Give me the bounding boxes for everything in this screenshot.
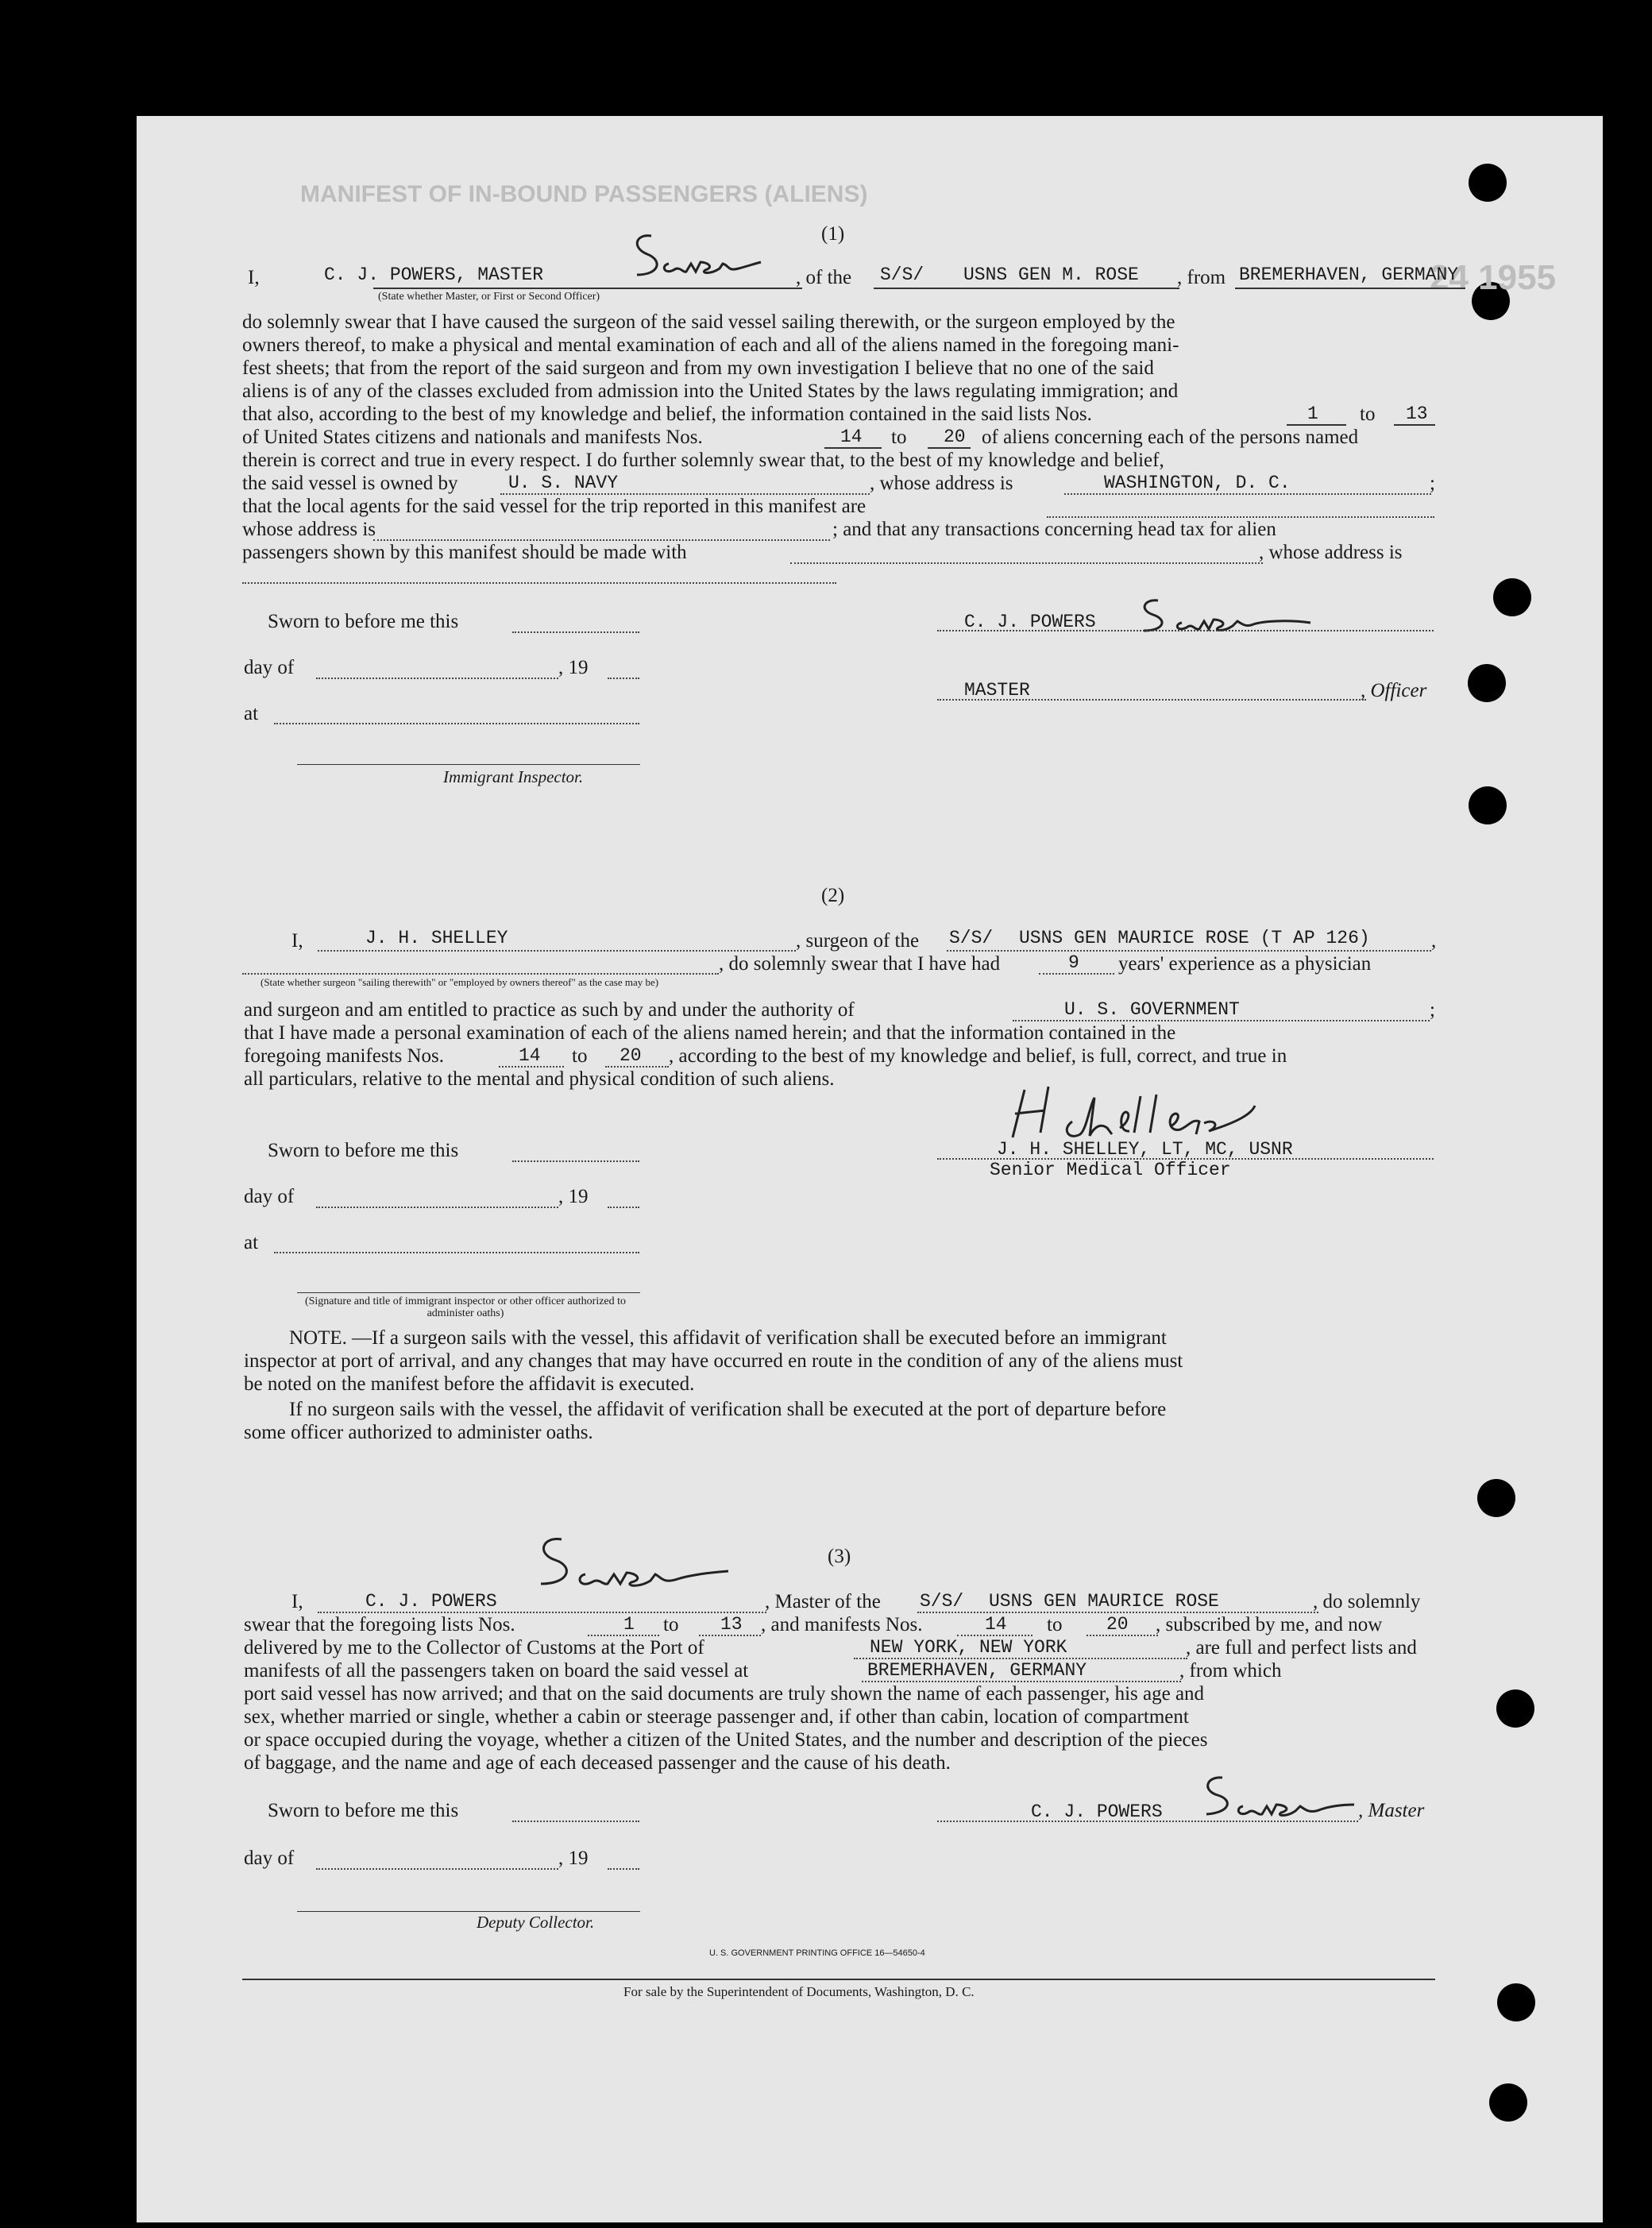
manifests-line-b: of aliens concerning each of the persons named xyxy=(982,427,1359,448)
day-line-2 xyxy=(316,1207,558,1208)
ss-marker: S/S/ xyxy=(880,265,924,285)
year-line-3 xyxy=(608,1868,639,1870)
sale-note: For sale by the Superintendent of Documents, Washington, D. C. xyxy=(623,1984,975,1999)
inspector-caption-1: Immigrant Inspector. xyxy=(443,767,584,786)
ss-marker-3: S/S/ xyxy=(920,1591,964,1612)
lists-to-line xyxy=(1394,424,1435,426)
collector-caption: Deputy Collector. xyxy=(477,1913,595,1932)
master-name: C. J. POWERS, MASTER xyxy=(324,265,544,285)
note-line-1: —If a surgeon sails with the vessel, this affidavit of verification shall be executed before an immigrant xyxy=(352,1327,1167,1349)
head-tax-address-label: , whose address is xyxy=(1259,542,1403,563)
punch-hole xyxy=(1477,1479,1515,1517)
day-line-1 xyxy=(316,678,558,679)
at-label-2: at xyxy=(244,1232,259,1253)
day-of-label-3: day of xyxy=(244,1848,295,1869)
s2-manifests-from: 14 xyxy=(519,1045,541,1066)
master-signature-3 xyxy=(528,1533,743,1604)
arrival-port-line xyxy=(854,1658,1187,1659)
printing-office: U. S. GOVERNMENT PRINTING OFFICE 16—54650-4 xyxy=(709,1948,925,1958)
s3-lists-to-line xyxy=(699,1635,761,1636)
s3-master-of-label: , Master of the xyxy=(765,1591,881,1612)
swear-lists-label: swear that the foregoing lists Nos. xyxy=(244,1614,515,1635)
ss-marker-2: S/S/ xyxy=(949,928,994,948)
sworn-label-3: Sworn to before me this xyxy=(268,1800,459,1821)
section-1-number: (1) xyxy=(821,223,845,245)
s3-vessel: USNS GEN MAURICE ROSE xyxy=(989,1591,1219,1612)
oath-line-4: aliens is of any of the classes excluded from admission into the United States by the laws regulating immigration; and xyxy=(242,380,1179,402)
and-manifests-label: , and manifests Nos. xyxy=(761,1614,923,1635)
surgeon-caption: (State whether surgeon "sailing therewith" or "employed by owners thereof" as the case may be) xyxy=(261,976,659,988)
vessel-line xyxy=(874,288,1179,289)
punch-hole xyxy=(1489,2083,1527,2122)
subscribed-label: , subscribed by me, and now xyxy=(1156,1614,1383,1635)
vessel-owner: U. S. NAVY xyxy=(508,473,619,493)
label-i: I, xyxy=(248,267,260,288)
head-tax-agent-line xyxy=(790,562,1263,564)
whose-address-label: , whose address is xyxy=(870,473,1013,494)
full-lists-label: , are full and perfect lists and xyxy=(1186,1637,1417,1658)
at-line-1 xyxy=(274,723,639,724)
surgeon-signature xyxy=(1001,1082,1263,1145)
sworn-line-1 xyxy=(512,631,639,633)
local-agents-label: that the local agents for the said vessel for the trip reported in this manifest are xyxy=(242,496,867,517)
at-line-2 xyxy=(274,1252,639,1253)
years-experience: 9 xyxy=(1068,952,1079,973)
oath-line-1: do solemnly swear that I have caused the surgeon of the said vessel sailing therewith, or the surgeon employed by the xyxy=(242,311,1175,333)
punch-hole xyxy=(1497,1983,1535,2021)
s3-manifests-to-line xyxy=(1087,1635,1158,1636)
experience-label: years' experience as a physician xyxy=(1118,953,1372,975)
oath-line-2: owners thereof, to make a physical and mental examination of each and all of the aliens named in the foregoing mani- xyxy=(242,334,1179,356)
lists-to-word: to xyxy=(1360,404,1376,425)
from-label: , from xyxy=(1177,267,1226,288)
s3-line-6: sex, whether married or single, whether a cabin or steerage passenger and, if other than cabin, location of compartment xyxy=(244,1706,1189,1728)
year-label-1: , 19 xyxy=(558,657,589,678)
particulars-label: all particulars, relative to the mental and physical condition of such aliens. xyxy=(244,1068,835,1090)
s3-departure-port: BREMERHAVEN, GERMANY xyxy=(867,1660,1087,1681)
manifests-from: 14 xyxy=(840,427,863,447)
s3-manifests-from-line xyxy=(957,1635,1032,1636)
s3-officer-name: C. J. POWERS xyxy=(1031,1801,1163,1822)
do-solemnly-label: , do solemnly xyxy=(1313,1591,1421,1612)
surgeon-vessel: USNS GEN MAURICE ROSE (T AP 126) xyxy=(1019,928,1370,948)
arrival-port: NEW YORK, NEW YORK xyxy=(870,1637,1067,1658)
manifests-of-label: manifests of all the passengers taken on board the said vessel at xyxy=(244,1660,749,1682)
day-of-label-1: day of xyxy=(244,657,295,678)
no-surgeon-line-2: some officer authorized to administer oaths. xyxy=(244,1422,593,1443)
comma-2: , xyxy=(1431,930,1437,952)
s3-line-5: port said vessel has now arrived; and that on the said documents are truly shown the name of each passenger, his age and xyxy=(244,1683,1205,1705)
officer-signature-3 xyxy=(1195,1773,1362,1824)
year-line-2 xyxy=(608,1207,639,1208)
officer-name-1: C. J. POWERS xyxy=(964,612,1096,632)
label-i-2: I, xyxy=(291,930,303,952)
lists-to: 13 xyxy=(1406,404,1428,424)
surgeon-name-line xyxy=(318,950,796,952)
surgeon-officer-title: Senior Medical Officer xyxy=(990,1160,1231,1180)
manifests-to: 20 xyxy=(944,427,966,447)
note-line-2: inspector at port of arrival, and any changes that may have occurred en route in the condition of any of the aliens must xyxy=(244,1350,1183,1372)
no-surgeon-line-1: If no surgeon sails with the vessel, the affidavit of verification shall be executed at the port of departure before xyxy=(289,1399,1167,1420)
section-2-number: (2) xyxy=(821,885,845,906)
delivered-label: delivered by me to the Collector of Customs at the Port of xyxy=(244,1637,704,1658)
employment-line xyxy=(242,973,719,975)
sworn-line-3 xyxy=(512,1821,639,1822)
surgeon-officer-name: J. H. SHELLEY, LT, MC, USNR xyxy=(997,1139,1293,1160)
manifests-line-a: of United States citizens and nationals and manifests Nos. xyxy=(242,427,703,448)
s2-to-label: to xyxy=(572,1045,588,1067)
surgeon-vessel-line xyxy=(947,950,1431,952)
master-caption: (State whether Master, or First or Second Officer) xyxy=(378,291,600,303)
head-tax-address-line xyxy=(242,582,836,584)
oath-line-3: fest sheets; that from the report of the said surgeon and from my own investigation I believe that no one of the said xyxy=(242,357,1154,379)
s3-manifests-from: 14 xyxy=(985,1614,1007,1635)
bleed-through-stamp: 24 1955 xyxy=(1430,258,1557,297)
master-name-line xyxy=(373,288,802,289)
authority-label: and surgeon and am entitled to practice as such by and under the authority of xyxy=(244,999,855,1021)
inspector-caption-2: (Signature and title of immigrant inspector or other officer authorized to administer oaths) xyxy=(304,1295,627,1319)
passengers-label: passengers shown by this manifest should be made with xyxy=(242,542,687,563)
year-label-3: , 19 xyxy=(558,1848,589,1869)
owner-address-line xyxy=(1064,493,1431,495)
note-line-3: be noted on the manifest before the affidavit is executed. xyxy=(244,1373,695,1395)
foregoing-label: foregoing manifests Nos. xyxy=(244,1045,445,1067)
master-signature xyxy=(627,224,786,288)
punch-hole xyxy=(1469,164,1507,202)
semicolon: ; xyxy=(1430,473,1435,494)
surgeon-name: J. H. SHELLEY xyxy=(365,928,508,948)
sworn-label-1: Sworn to before me this xyxy=(268,611,459,632)
section-3-number: (3) xyxy=(828,1546,851,1567)
years-line xyxy=(1039,973,1114,975)
from-which-label: , from which xyxy=(1179,1660,1282,1682)
note-label: NOTE. xyxy=(289,1327,347,1349)
collector-line xyxy=(297,1911,640,1912)
owned-by-label: the said vessel is owned by xyxy=(242,473,458,494)
oath-line-5: that also, according to the best of my knowledge and belief, the information contained in the said lists Nos. xyxy=(242,404,1092,425)
s3-lists-from: 1 xyxy=(623,1614,635,1635)
at-label-1: at xyxy=(244,703,259,724)
agents-address-label: whose address is xyxy=(242,519,376,540)
authority: U. S. GOVERNMENT xyxy=(1064,999,1240,1020)
according-label: , according to the best of my knowledge and belief, is full, correct, and true in xyxy=(669,1045,1287,1067)
departure-port: BREMERHAVEN, GERMANY xyxy=(1239,265,1459,285)
s3-officer-line xyxy=(937,1821,1358,1822)
exam-line: that I have made a personal examination of each of the aliens named herein; and that the information contained in the xyxy=(244,1022,1176,1044)
year-line-1 xyxy=(608,678,639,679)
bleed-through-heading: MANIFEST OF IN-BOUND PASSENGERS (ALIENS) xyxy=(300,181,868,207)
master-label-3: , Master xyxy=(1358,1800,1425,1821)
s3-line-7: or space occupied during the voyage, whether a citizen of the United States, and the number and description of the pieces xyxy=(244,1729,1208,1751)
owner-address: WASHINGTON, D. C. xyxy=(1104,473,1291,493)
day-of-label-2: day of xyxy=(244,1186,295,1207)
sworn-label-2: Sworn to before me this xyxy=(268,1140,459,1161)
semicolon-2: ; xyxy=(1430,999,1435,1021)
label-i-3: I, xyxy=(291,1591,303,1612)
officer-title-line-1 xyxy=(937,699,1366,701)
s3-line-8: of baggage, and the name and age of each deceased passenger and the cause of his death. xyxy=(244,1752,951,1774)
port-line xyxy=(1235,288,1465,289)
s2-manifests-to: 20 xyxy=(620,1045,642,1066)
punch-hole xyxy=(1468,664,1506,702)
head-tax-label: ; and that any transactions concerning head tax for alien xyxy=(832,519,1276,540)
sworn-line-2 xyxy=(512,1160,639,1162)
inspector-line-2 xyxy=(297,1292,640,1293)
punch-hole xyxy=(1469,786,1507,824)
of-the-label: , of the xyxy=(796,267,852,288)
s3-manifests-to: 20 xyxy=(1106,1614,1129,1635)
officer-signature-1 xyxy=(1136,596,1318,639)
punch-hole xyxy=(1496,1689,1534,1728)
footer-rule xyxy=(242,1979,1435,1980)
swear-label: , do solemnly swear that I have had xyxy=(719,953,1001,975)
year-label-2: , 19 xyxy=(558,1186,589,1207)
s3-lists-to: 13 xyxy=(720,1614,743,1635)
vessel-name: USNS GEN M. ROSE xyxy=(963,265,1139,285)
s3-to-label-2: to xyxy=(1047,1614,1063,1635)
oath-line-7: therein is correct and true in every respect. I do further solemnly swear that, to the best of my knowledge and belief, xyxy=(242,450,1164,471)
day-line-3 xyxy=(316,1868,558,1870)
officer-line-1 xyxy=(937,630,1434,631)
surgeon-of-label: , surgeon of the xyxy=(796,930,920,952)
s3-master-name: C. J. POWERS xyxy=(365,1591,497,1612)
punch-hole xyxy=(1493,578,1531,616)
inspector-line-1 xyxy=(297,764,640,765)
lists-from: 1 xyxy=(1307,404,1318,424)
manifests-to-word: to xyxy=(891,427,907,448)
s3-to-label-1: to xyxy=(663,1614,679,1635)
officer-title-1: MASTER xyxy=(964,680,1030,701)
officer-label-1: , Officer xyxy=(1361,680,1427,701)
